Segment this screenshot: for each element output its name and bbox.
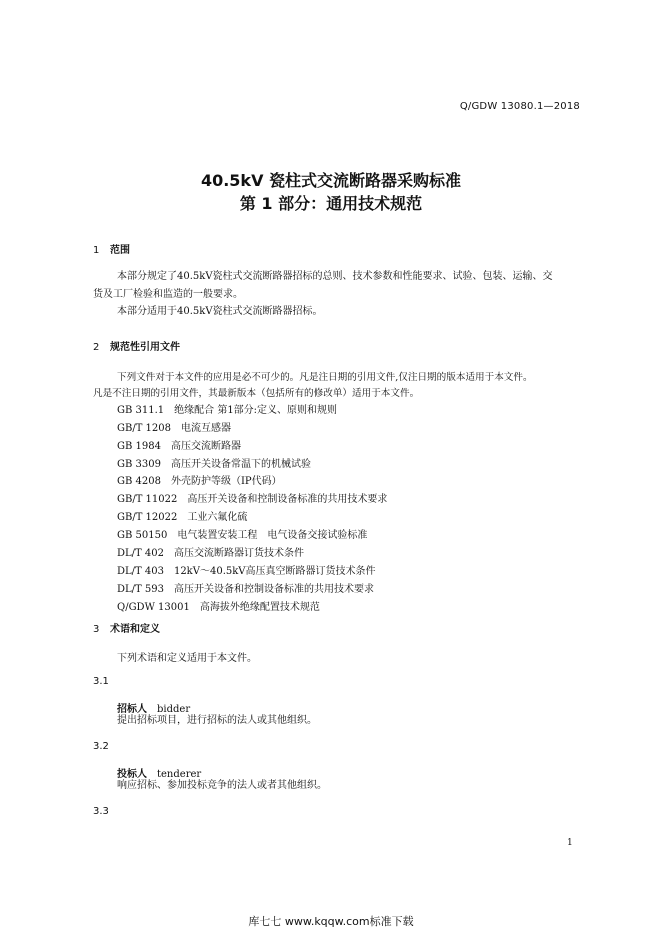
section-title: 术语和定义 bbox=[110, 624, 160, 635]
reference-item: GB 1984 高压交流断路器 bbox=[117, 441, 241, 452]
paragraph: 下列文件对于本文件的应用是必不可少的。凡是注日期的引用文件,仅注日期的版本适用于本文件。 bbox=[117, 372, 533, 383]
page-number: 1 bbox=[567, 838, 573, 848]
section-title: 范围 bbox=[110, 245, 130, 256]
reference-item: GB 3309 高压开关设备常温下的机械试验 bbox=[117, 459, 311, 470]
reference-item: GB/T 12022 工业六氟化硫 bbox=[117, 512, 248, 523]
reference-item: GB/T 11022 高压开关设备和控制设备标准的共用技术要求 bbox=[117, 494, 388, 505]
term-definition: 提出招标项目，进行招标的法人或其他组织。 bbox=[117, 715, 317, 726]
doc-title-line2: 第 1 部分：通用技术规范 bbox=[239, 194, 423, 213]
term-definition: 响应招标、参加投标竞争的法人或者其他组织。 bbox=[117, 780, 327, 791]
reference-item: GB 311.1 绝缘配合 第1部分:定义、原则和规则 bbox=[117, 405, 338, 416]
term-number: 3.3 bbox=[93, 806, 109, 817]
section-number: 1 bbox=[93, 245, 100, 256]
reference-item: DL/T 403 12kV～40.5kV高压真空断路器订货技术条件 bbox=[117, 566, 376, 577]
paragraph: 本部分适用于40.5kV瓷柱式交流断路器招标。 bbox=[117, 306, 323, 317]
term-number: 3.1 bbox=[93, 676, 109, 687]
term-cn: 招标人 bbox=[117, 704, 147, 715]
reference-item: GB/T 1208 电流互感器 bbox=[117, 423, 232, 434]
term-cn: 投标人 bbox=[117, 769, 147, 780]
section-title: 规范性引用文件 bbox=[110, 342, 180, 353]
reference-item: DL/T 402 高压交流断路器订货技术条件 bbox=[117, 548, 304, 559]
section-3-heading bbox=[93, 620, 160, 635]
paragraph: 本部分规定了40.5kV瓷柱式交流断路器招标的总则、技术参数和性能要求、试验、包装、运输、交 bbox=[117, 271, 553, 282]
footer-watermark: 库七七 www.kqqw.com标准下载 bbox=[248, 915, 414, 928]
section-1-heading bbox=[93, 241, 130, 256]
standard-code: Q/GDW 13080.1—2018 bbox=[459, 101, 580, 112]
term-number: 3.2 bbox=[93, 741, 109, 752]
reference-item: GB 4208 外壳防护等级（IP代码） bbox=[117, 476, 282, 487]
section-2-heading bbox=[93, 338, 180, 353]
section-number: 2 bbox=[93, 342, 100, 353]
section-number: 3 bbox=[93, 624, 100, 635]
term-en: bidder bbox=[157, 704, 191, 715]
paragraph: 下列术语和定义适用于本文件。 bbox=[117, 653, 257, 664]
term-heading bbox=[117, 765, 201, 780]
reference-item: DL/T 593 高压开关设备和控制设备标准的共用技术要求 bbox=[117, 584, 374, 595]
reference-item: Q/GDW 13001 高海拔外绝缘配置技术规范 bbox=[117, 602, 320, 613]
term-heading bbox=[117, 700, 190, 715]
term-en: tenderer bbox=[157, 769, 202, 780]
paragraph: 货及工厂检验和监造的一般要求。 bbox=[93, 289, 243, 300]
doc-title-line1: 40.5kV 瓷柱式交流断路器采购标准 bbox=[200, 171, 462, 190]
paragraph: 凡是不注日期的引用文件，其最新版本（包括所有的修改单）适用于本文件。 bbox=[93, 388, 420, 399]
reference-item: GB 50150 电气装置安装工程 电气设备交接试验标准 bbox=[117, 530, 368, 541]
